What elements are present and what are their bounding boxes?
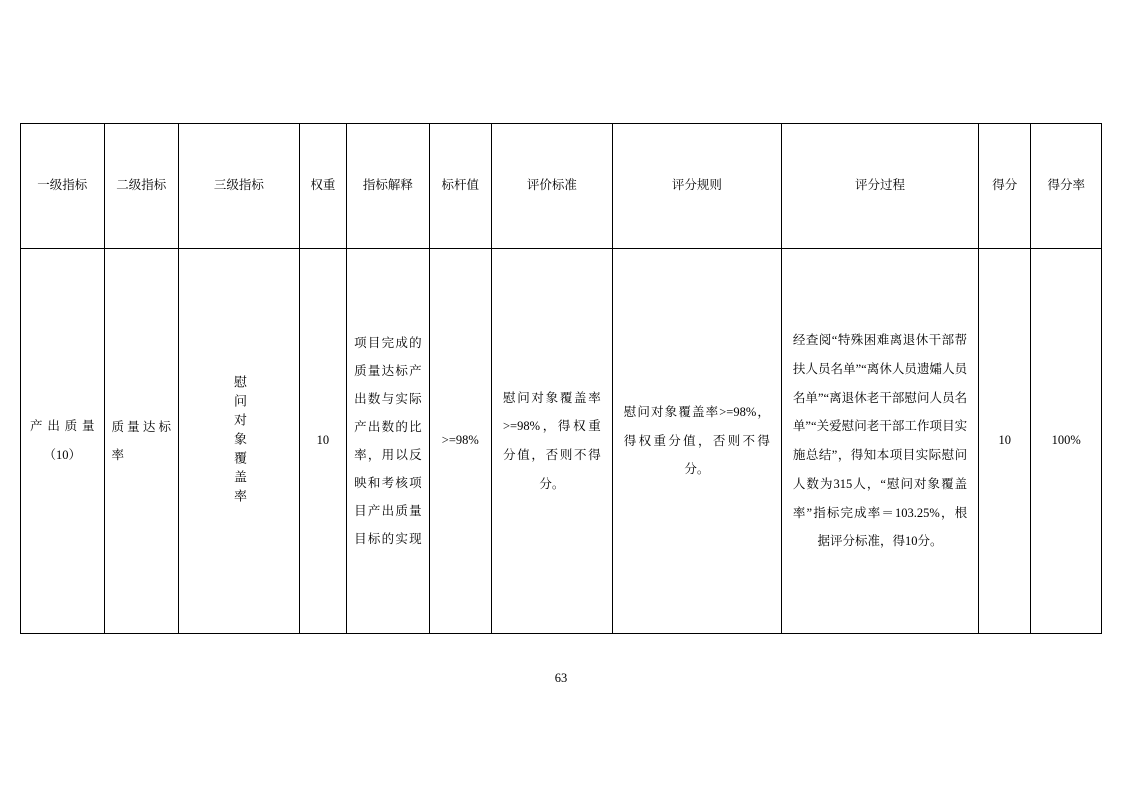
header-score-rate: 得分率	[1031, 124, 1102, 249]
cell-criteria	[492, 249, 613, 634]
cell-level2	[104, 249, 178, 634]
cell-benchmark: >=98%	[429, 249, 491, 634]
cell-explanation-text: 项目完成的质量达标产出数与实际产出数的比率，用以反映和考核项目产出质量目标的实现	[354, 335, 422, 547]
cell-score-rate: 100%	[1031, 249, 1102, 634]
cell-level3-wrap	[182, 251, 296, 631]
cell-scoring-process-text: 经查阅“特殊困难离退休干部帮扶人员名单”“离休人员遗孀人员名单”“离退休老干部慰问人员名单”“关爱慰问老干部工作项目实施总结”，得知本项目实际慰问人数为315人，“慰问对象覆盖率”指标完成率＝103.25%，根据评分标准，得10分。	[792, 333, 968, 549]
header-scoring-rule: 评分规则	[612, 124, 781, 249]
cell-level3	[179, 249, 300, 634]
cell-level2-text: 质量达标率	[111, 419, 171, 462]
cell-score: 10	[979, 249, 1031, 634]
header-level3: 三级指标	[179, 124, 300, 249]
header-level1: 一级指标	[21, 124, 105, 249]
header-weight: 权重	[299, 124, 346, 249]
header-explanation: 指标解释	[347, 124, 430, 249]
cell-criteria-text: 慰问对象覆盖率>=98%，得权重分值，否则不得分。	[503, 390, 601, 491]
table-row	[21, 249, 1102, 634]
page-number: 63	[554, 671, 568, 685]
header-level2: 二级指标	[104, 124, 178, 249]
header-criteria: 评价标准	[492, 124, 613, 249]
cell-scoring-process	[781, 249, 978, 634]
cell-weight: 10	[299, 249, 346, 634]
header-score: 得分	[979, 124, 1031, 249]
cell-scoring-rule	[612, 249, 781, 634]
cell-level3-text: 慰问对象覆盖率	[231, 374, 247, 508]
cell-explanation	[347, 249, 430, 634]
cell-level1	[21, 249, 105, 634]
cell-scoring-rule-text: 慰问对象覆盖率>=98%，得权重分值，否则不得分。	[623, 404, 770, 477]
header-scoring-process: 评分过程	[781, 124, 978, 249]
table-header-row	[21, 124, 1102, 249]
evaluation-table	[20, 123, 1102, 634]
evaluation-table-container	[20, 123, 1102, 634]
header-benchmark: 标杆值	[429, 124, 491, 249]
cell-level1-text: 产出质量（10）	[30, 419, 95, 462]
